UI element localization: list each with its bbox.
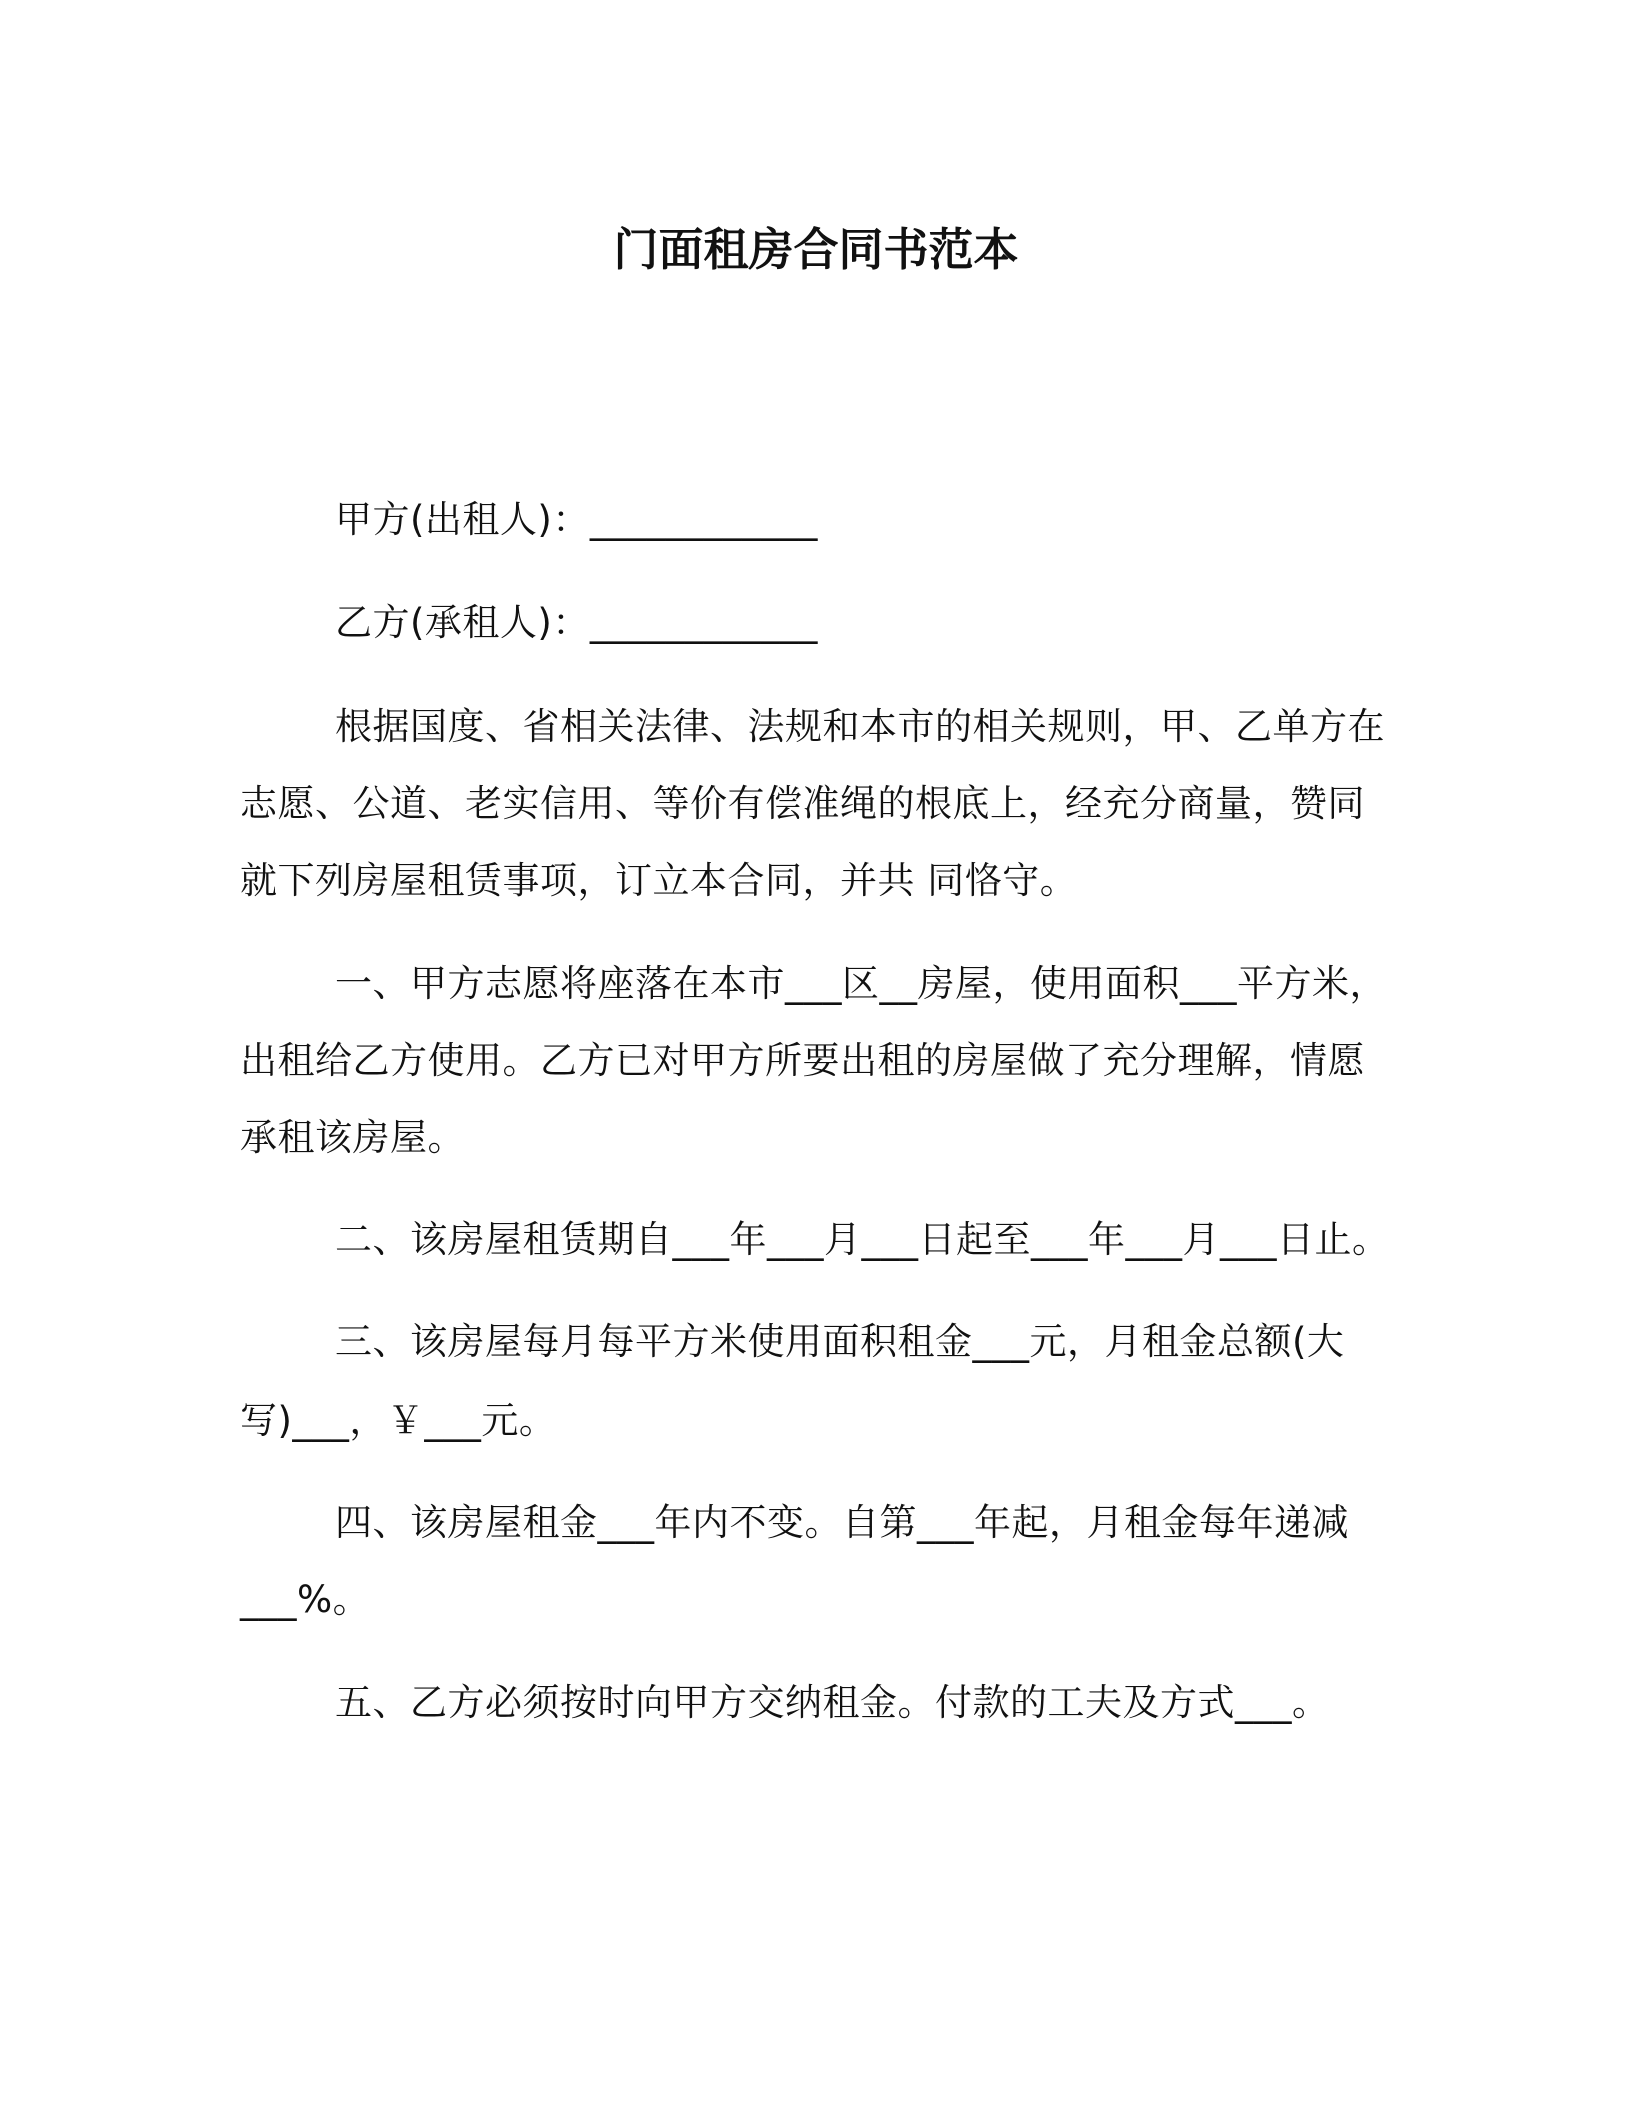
clause-1-line-1: 一、甲方志愿将座落在本市___区__房屋，使用面积___平方米， (335, 962, 1387, 1005)
clause-5-line-1: 五、乙方必须按时向甲方交纳租金。付款的工夫及方式___。 (335, 1681, 1330, 1724)
clause-1-line-3: 承租该房屋。 (240, 1116, 465, 1159)
party-b-line: 乙方(承租人)：____________ (335, 601, 818, 644)
intro-line-3: 就下列房屋租赁事项，订立本合同，并共 同恪守。 (240, 859, 1078, 902)
clause-2-line-1: 二、该房屋租赁期自___年___月___日起至___年___月___日止。 (335, 1218, 1390, 1261)
intro-line-1: 根据国度、省相关法律、法规和本市的相关规则，甲、乙单方在 (335, 705, 1385, 748)
clause-3-line-1: 三、该房屋每月每平方米使用面积租金___元，月租金总额(大 (335, 1320, 1345, 1363)
clause-1-line-2: 出租给乙方使用。乙方已对甲方所要出租的房屋做了充分理解，情愿 (240, 1039, 1365, 1082)
clause-4-line-2: ___%。 (240, 1578, 371, 1621)
clause-3-line-2: 写)___，￥___元。 (240, 1399, 557, 1442)
clause-4-line-1: 四、该房屋租金___年内不变。自第___年起，月租金每年递减 (335, 1501, 1349, 1544)
party-a-line: 甲方(出租人)：____________ (335, 498, 818, 541)
document-title: 门面租房合同书范本 (613, 223, 1019, 276)
intro-line-2: 志愿、公道、老实信用、等价有偿准绳的根底上，经充分商量，赞同 (240, 782, 1365, 825)
